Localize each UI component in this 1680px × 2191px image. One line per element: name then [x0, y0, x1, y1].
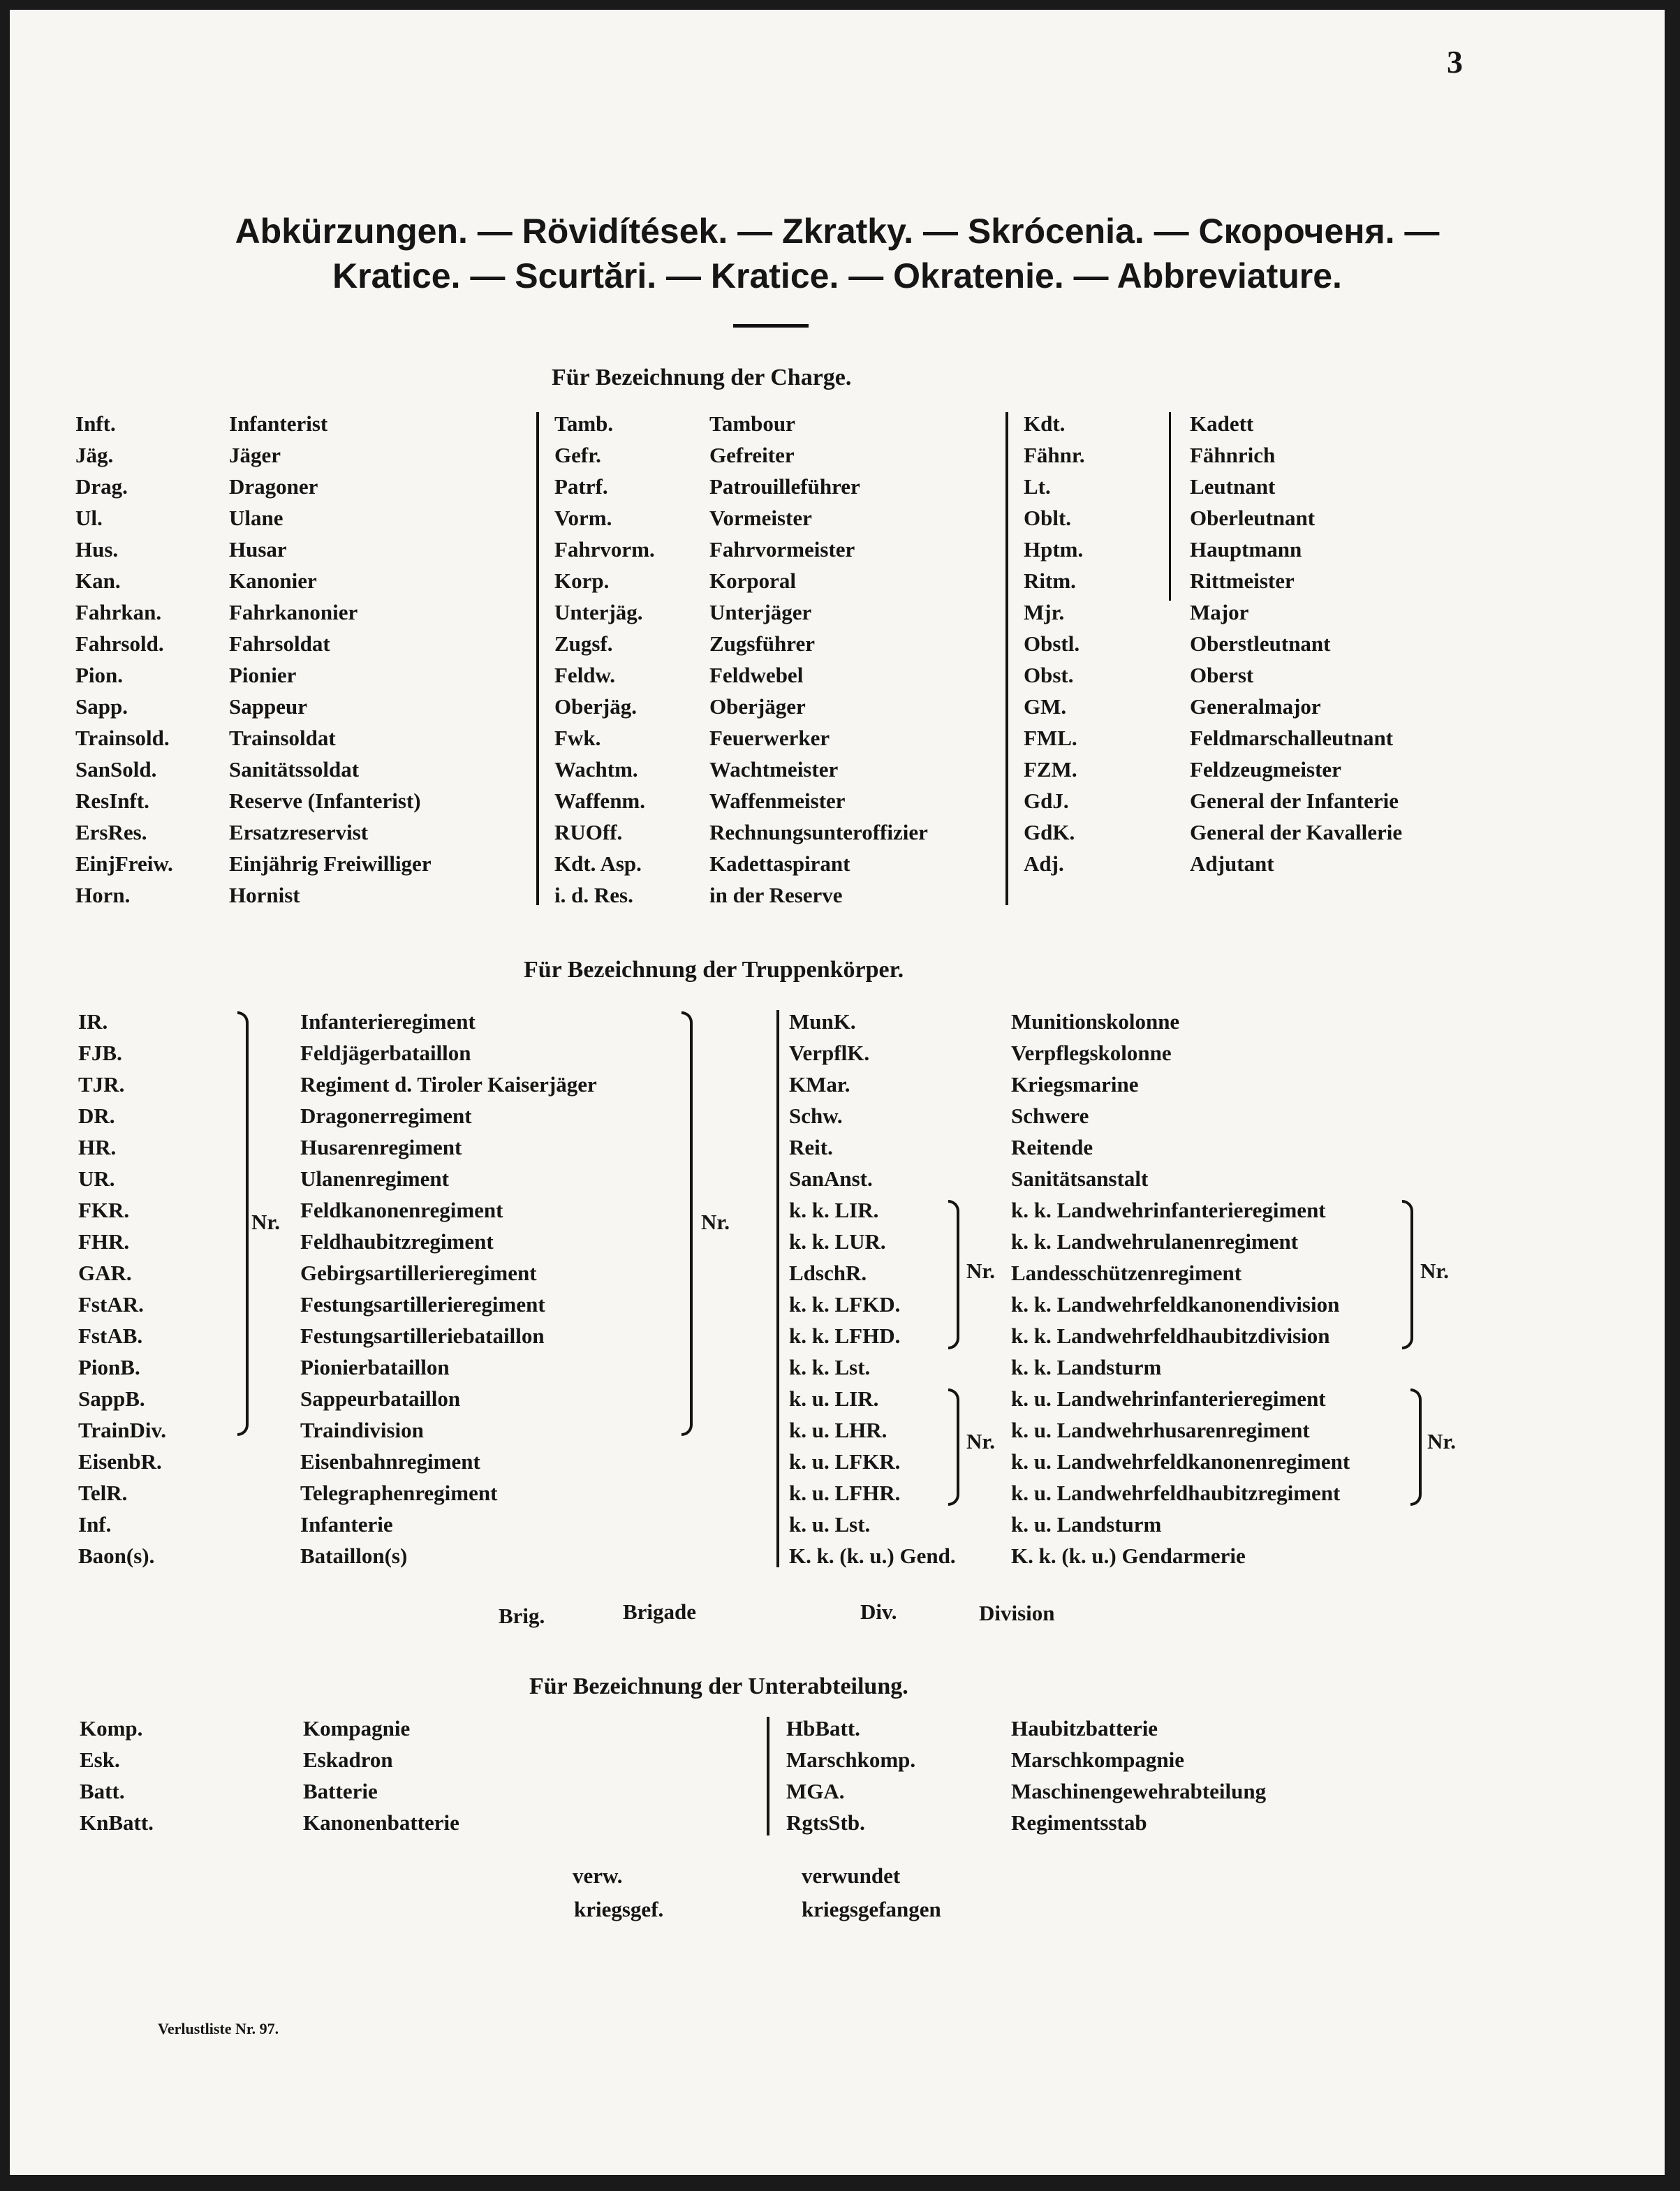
list-item: Schwere [1011, 1104, 1089, 1128]
title-divider [733, 324, 809, 328]
list-item: Bataillon(s) [300, 1544, 408, 1568]
truppen-right-full [1011, 1006, 1350, 1571]
list-item: FZM. [1024, 757, 1077, 782]
list-item: k. k. LFHD. [789, 1324, 901, 1348]
list-item: ErsRes. [75, 820, 147, 844]
list-item: Inf. [78, 1512, 112, 1537]
list-item: Obst. [1024, 663, 1074, 687]
section-truppen-heading: Für Bezeichnung der Truppenkörper. [524, 957, 904, 983]
list-item: Batterie [303, 1779, 378, 1803]
list-item: k. u. Lst. [789, 1512, 871, 1537]
unter-divider [767, 1717, 769, 1835]
list-item: Feldzeugmeister [1190, 757, 1341, 782]
list-item: Ritm. [1024, 569, 1076, 593]
div-full: Division [979, 1601, 1055, 1625]
list-item: k. u. Landwehrfeldkanonenregiment [1011, 1449, 1350, 1474]
list-item: Regimentsstab [1011, 1810, 1147, 1835]
list-item: Tambour [709, 411, 795, 436]
list-item: Feldjägerbataillon [300, 1041, 471, 1065]
verw-full: verwundet [802, 1863, 901, 1888]
list-item: Telegraphenregiment [300, 1481, 498, 1505]
nr-label-2: Nr. [701, 1210, 730, 1234]
list-item: k. u. LFHR. [789, 1481, 901, 1505]
list-item: Pionierbataillon [300, 1355, 450, 1379]
charge-col2-abbr [554, 408, 655, 911]
list-item: Haubitzbatterie [1011, 1716, 1158, 1741]
list-item: Patrouilleführer [709, 474, 860, 499]
list-item: Fahrkanonier [229, 600, 358, 624]
brig-abbr: Brig. [499, 1604, 545, 1628]
list-item: Ul. [75, 506, 103, 530]
list-item: General der Infanterie [1190, 789, 1399, 813]
list-item: Obstl. [1024, 631, 1080, 656]
list-item: Inft. [75, 411, 116, 436]
list-item: Korp. [554, 569, 610, 593]
list-item: Wachtm. [554, 757, 638, 782]
list-item: Ulane [229, 506, 283, 530]
list-item: GdJ. [1024, 789, 1069, 813]
list-item: Festungsartilleriebataillon [300, 1324, 545, 1348]
section-unter-heading: Für Bezeichnung der Unterabteilung. [529, 1673, 908, 1699]
list-item: DR. [78, 1104, 115, 1128]
list-item: Fähnr. [1024, 443, 1085, 467]
list-item: Trainsold. [75, 726, 170, 750]
list-item: Landesschützenregiment [1011, 1261, 1242, 1285]
list-item: Mjr. [1024, 600, 1065, 624]
list-item: MunK. [789, 1009, 856, 1034]
charge-divider-1 [536, 412, 539, 905]
footer-note: Verlustliste Nr. 97. [158, 2020, 279, 2037]
list-item: Trainsoldat [229, 726, 336, 750]
list-item: K. k. (k. u.) Gend. [789, 1544, 956, 1568]
list-item: Leutnant [1190, 474, 1276, 499]
list-item: Sappeur [229, 694, 307, 719]
list-item: Eskadron [303, 1747, 393, 1772]
div-abbr: Div. [860, 1599, 897, 1624]
list-item: k. u. Landwehrhusarenregiment [1011, 1418, 1310, 1442]
list-item: Major [1190, 600, 1249, 624]
list-item: Ersatzreservist [229, 820, 369, 844]
list-item: Feldwebel [709, 663, 804, 687]
page-number: 3 [1447, 44, 1463, 80]
list-item: Kompagnie [303, 1716, 411, 1741]
list-item: Infanterieregiment [300, 1009, 476, 1034]
list-item: EisenbR. [78, 1449, 162, 1474]
list-item: FJB. [78, 1041, 122, 1065]
list-item: Fahrsold. [75, 631, 164, 656]
list-item: Kadettaspirant [709, 851, 850, 876]
list-item: Tamb. [554, 411, 614, 436]
list-item: Dragoner [229, 474, 318, 499]
list-item: Reit. [789, 1135, 833, 1159]
unter-left-abbr [80, 1713, 154, 1838]
list-item: Kadett [1190, 411, 1254, 436]
list-item: k. k. LUR. [789, 1229, 886, 1254]
list-item: Kanonier [229, 569, 317, 593]
list-item: FHR. [78, 1229, 130, 1254]
list-item: Sanitätsanstalt [1011, 1166, 1149, 1191]
list-item: Adjutant [1190, 851, 1274, 876]
list-item: TelR. [78, 1481, 128, 1505]
document-page [10, 10, 1665, 2175]
list-item: Traindivision [300, 1418, 424, 1442]
list-item: Korporal [709, 569, 796, 593]
list-item: Fahrvorm. [554, 537, 655, 562]
list-item: k. k. Landwehrinfanterieregiment [1011, 1198, 1326, 1222]
nr-label-4: Nr. [966, 1429, 996, 1453]
list-item: Kdt. Asp. [554, 851, 642, 876]
list-item: Reitende [1011, 1135, 1093, 1159]
list-item: Kanonenbatterie [303, 1810, 459, 1835]
list-item: Maschinengewehrabteilung [1011, 1779, 1267, 1803]
list-item: Rittmeister [1190, 569, 1295, 593]
list-item: Hauptmann [1190, 537, 1302, 562]
list-item: Pionier [229, 663, 297, 687]
list-item: Generalmajor [1190, 694, 1321, 719]
list-item: Husar [229, 537, 287, 562]
verw-abbr: verw. [573, 1863, 623, 1888]
list-item: SappB. [78, 1386, 145, 1411]
list-item: UR. [78, 1166, 115, 1191]
list-item: Rechnungsunteroffizier [709, 820, 928, 844]
kriegsgef-full: kriegsgefangen [802, 1897, 941, 1921]
list-item: Oberjäg. [554, 694, 637, 719]
list-item: Hus. [75, 537, 119, 562]
charge-divider-2 [1005, 412, 1008, 905]
list-item: Hptm. [1024, 537, 1084, 562]
truppen-right-abbr [789, 1006, 956, 1571]
truppen-left-brace-1 [237, 1011, 249, 1436]
list-item: Gefreiter [709, 443, 795, 467]
list-item: Unterjäg. [554, 600, 643, 624]
list-item: Gefr. [554, 443, 601, 467]
list-item: RgtsStb. [786, 1810, 865, 1835]
list-item: k. k. LFKD. [789, 1292, 901, 1317]
nr-label-1: Nr. [251, 1210, 281, 1234]
list-item: Oberjäger [709, 694, 806, 719]
list-item: Zugsführer [709, 631, 816, 656]
title-line-1: Abkürzungen. — Rövidítések. — Zkratky. — Skrócenia. — Скороченя. — [235, 212, 1440, 251]
list-item: Infanterist [229, 411, 328, 436]
list-item: Batt. [80, 1779, 125, 1803]
list-item: k. u. Landwehrfeldhaubitzregiment [1011, 1481, 1341, 1505]
truppen-right-brace-2 [948, 1388, 959, 1506]
truppen-right-brace-4 [1410, 1388, 1422, 1506]
truppen-left-brace-2 [681, 1011, 693, 1436]
charge-col1-abbr [75, 408, 173, 911]
list-item: Zugsf. [554, 631, 613, 656]
list-item: Kdt. [1024, 411, 1066, 436]
list-item: k. u. Landwehrinfanterieregiment [1011, 1386, 1326, 1411]
list-item: PionB. [78, 1355, 140, 1379]
list-item: Infanterie [300, 1512, 393, 1537]
list-item: Fähnrich [1190, 443, 1276, 467]
list-item: Feldkanonenregiment [300, 1198, 503, 1222]
list-item: ResInft. [75, 789, 149, 813]
unter-right-abbr [786, 1713, 915, 1838]
list-item: TJR. [78, 1072, 125, 1097]
brig-full: Brigade [623, 1599, 697, 1624]
charge-col3-abbr [1024, 408, 1085, 879]
list-item: Fahrkan. [75, 600, 162, 624]
list-item: Esk. [80, 1747, 120, 1772]
truppen-divider [776, 1010, 779, 1567]
truppen-right-brace-3 [1402, 1200, 1413, 1349]
list-item: FstAB. [78, 1324, 143, 1348]
list-item: k. u. LFKR. [789, 1449, 901, 1474]
list-item: k. k. Lst. [789, 1355, 871, 1379]
list-item: Festungsartillerieregiment [300, 1292, 545, 1317]
list-item: Unterjäger [709, 600, 812, 624]
list-item: i. d. Res. [554, 883, 633, 907]
list-item: Vorm. [554, 506, 612, 530]
list-item: Oblt. [1024, 506, 1072, 530]
nr-label-5: Nr. [1420, 1259, 1450, 1283]
list-item: VerpflK. [789, 1041, 870, 1065]
list-item: MGA. [786, 1779, 845, 1803]
list-item: Kriegsmarine [1011, 1072, 1139, 1097]
nr-label-3: Nr. [966, 1259, 996, 1283]
list-item: Adj. [1024, 851, 1064, 876]
list-item: Fahrsoldat [229, 631, 330, 656]
list-item: Wachtmeister [709, 757, 839, 782]
list-item: FstAR. [78, 1292, 144, 1317]
list-item: Oberst [1190, 663, 1254, 687]
list-item: Marschkompagnie [1011, 1747, 1184, 1772]
list-item: k. k. Landwehrulanenregiment [1011, 1229, 1299, 1254]
list-item: KnBatt. [80, 1810, 154, 1835]
list-item: Jäger [229, 443, 281, 467]
list-item: Marschkomp. [786, 1747, 916, 1772]
list-item: SanAnst. [789, 1166, 873, 1191]
list-item: k. k. LIR. [789, 1198, 879, 1222]
list-item: Komp. [80, 1716, 143, 1741]
list-item: Oberleutnant [1190, 506, 1316, 530]
list-item: Waffenm. [554, 789, 646, 813]
list-item: FKR. [78, 1198, 130, 1222]
list-item: Kan. [75, 569, 121, 593]
list-item: Husarenregiment [300, 1135, 462, 1159]
list-item: Baon(s). [78, 1544, 155, 1568]
list-item: Verpflegskolonne [1011, 1041, 1172, 1065]
nr-label-6: Nr. [1427, 1429, 1457, 1453]
list-item: EinjFreiw. [75, 851, 173, 876]
list-item: IR. [78, 1009, 108, 1034]
truppen-right-brace-1 [948, 1200, 959, 1349]
list-item: HbBatt. [786, 1716, 860, 1741]
list-item: Munitionskolonne [1011, 1009, 1180, 1034]
charge-col2-full [709, 408, 928, 911]
list-item: Einjährig Freiwilliger [229, 851, 432, 876]
list-item: Hornist [229, 883, 300, 907]
list-item: k. u. LIR. [789, 1386, 879, 1411]
list-item: Schw. [789, 1104, 843, 1128]
list-item: Pion. [75, 663, 124, 687]
charge-col1-full [229, 408, 432, 911]
list-item: Sapp. [75, 694, 128, 719]
list-item: SanSold. [75, 757, 157, 782]
list-item: GdK. [1024, 820, 1075, 844]
list-item: Feldw. [554, 663, 615, 687]
list-item: KMar. [789, 1072, 850, 1097]
list-item: in der Reserve [709, 883, 843, 907]
list-item: RUOff. [554, 820, 623, 844]
unter-right-full [1011, 1713, 1266, 1838]
list-item: Fahrvormeister [709, 537, 855, 562]
list-item: GM. [1024, 694, 1067, 719]
list-item: Feldhaubitzregiment [300, 1229, 494, 1254]
list-item: Drag. [75, 474, 128, 499]
list-item: Ulanenregiment [300, 1166, 449, 1191]
list-item: General der Kavallerie [1190, 820, 1403, 844]
charge-col3-full [1190, 408, 1402, 879]
list-item: k. u. LHR. [789, 1418, 887, 1442]
list-item: Regiment d. Tiroler Kaiserjäger [300, 1072, 597, 1097]
list-item: FML. [1024, 726, 1077, 750]
list-item: Waffenmeister [709, 789, 846, 813]
list-item: TrainDiv. [78, 1418, 167, 1442]
list-item: Horn. [75, 883, 131, 907]
list-item: Oberstleutnant [1190, 631, 1331, 656]
list-item: GAR. [78, 1261, 132, 1285]
list-item: Eisenbahnregiment [300, 1449, 480, 1474]
title-line-2: Kratice. — Scurtări. — Kratice. — Okratenie. — Abbreviature. [332, 256, 1342, 295]
list-item: k. k. Landwehrfeldkanonendivision [1011, 1292, 1340, 1317]
truppen-left-full [300, 1006, 597, 1571]
list-item: k. k. Landwehrfeldhaubitzdivision [1011, 1324, 1330, 1348]
truppen-left-abbr [78, 1006, 166, 1571]
list-item: Feuerwerker [709, 726, 830, 750]
list-item: LdschR. [789, 1261, 867, 1285]
list-item: Reserve (Infanterist) [229, 789, 421, 813]
charge-divider-3 [1169, 412, 1171, 601]
list-item: Feldmarschalleutnant [1190, 726, 1394, 750]
list-item: Jäg. [75, 443, 114, 467]
list-item: K. k. (k. u.) Gendarmerie [1011, 1544, 1246, 1568]
list-item: Sanitätssoldat [229, 757, 360, 782]
section-charge-heading: Für Bezeichnung der Charge. [552, 365, 852, 390]
unter-left-full [303, 1713, 459, 1838]
list-item: Sappeurbataillon [300, 1386, 461, 1411]
list-item: k. u. Landsturm [1011, 1512, 1162, 1537]
list-item: Vormeister [709, 506, 812, 530]
list-item: Gebirgsartillerieregiment [300, 1261, 537, 1285]
list-item: Fwk. [554, 726, 601, 750]
list-item: Lt. [1024, 474, 1051, 499]
list-item: Patrf. [554, 474, 608, 499]
list-item: k. k. Landsturm [1011, 1355, 1162, 1379]
kriegsgef-abbr: kriegsgef. [574, 1897, 664, 1921]
list-item: HR. [78, 1135, 117, 1159]
list-item: Dragonerregiment [300, 1104, 472, 1128]
